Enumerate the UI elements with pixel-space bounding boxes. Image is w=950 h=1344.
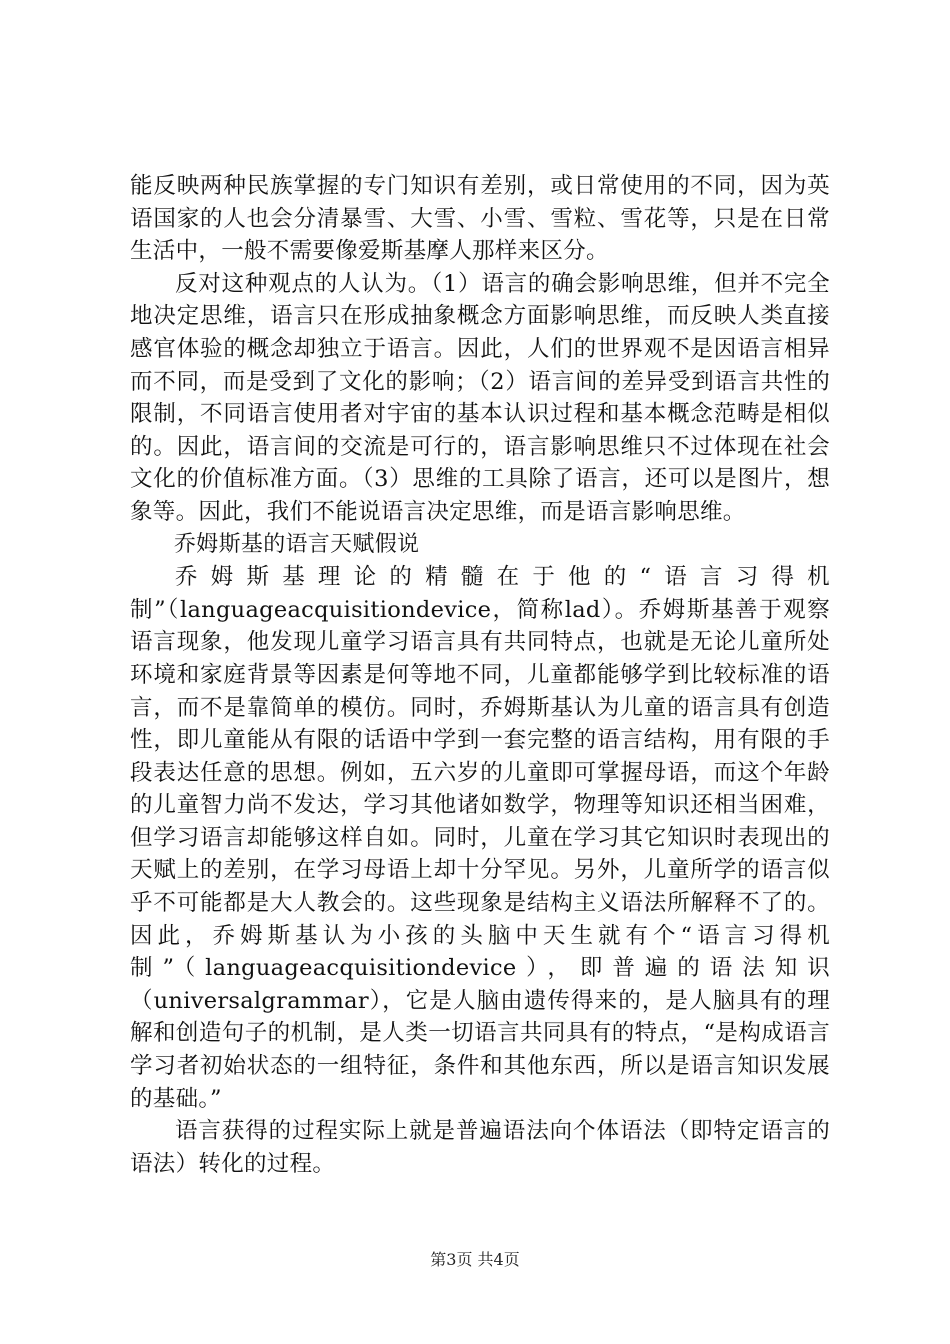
document-body xyxy=(130,170,830,1180)
paragraph-counterview: 反对这种观点的人认为。（1）语言的确会影响思维，但并不完全地决定思维，语言只在形成抽象概念方面影响思维，而反映人类直接感官体验的概念却独立于语言。因此，人们的世界观不是因语言相异而不同，而是受到了文化的影响；（2）语言间的差异受到语言共性的限制，不同语言使用者对宇宙的基本认识过程和基本概念范畴是相似的。因此，语言间的交流是可行的，语言影响思维只不过体现在社会文化的价值标准方面。（3）思维的工具除了语言，还可以是图片，想象等。因此，我们不能说语言决定思维，而是语言影响思维。 xyxy=(130,270,830,525)
paragraph-continuation: 能反映两种民族掌握的专门知识有差别，或日常使用的不同，因为英语国家的人也会分清暴雪、大雪、小雪、雪粒、雪花等，只是在日常生活中，一般不需要像爱斯基摩人那样来区分。 xyxy=(130,173,830,265)
section-heading: 乔姆斯基的语言天赋假说 xyxy=(174,531,420,557)
paragraph-acquisition-process: 语言获得的过程实际上就是普遍语法向个体语法（即特定语言的语法）转化的过程。 xyxy=(130,1118,830,1177)
paragraph-chomsky-theory: 乔姆斯基理论的精髓在于他的“语言习得机制”（languageacquisitiondevice，简称lad）。乔姆斯基善于观察语言现象，他发现儿童学习语言具有共同特点，也就是无论儿童所处环境和家庭背景等因素是何等地不同，儿童都能够学到比较标准的语言，而不是靠简单的模仿。同时，乔姆斯基认为儿童的语言具有创造性，即儿童能从有限的话语中学到一套完整的语言结构，用有限的手段表达任意的思想。例如，五六岁的儿童即可掌握母语，而这个年龄的儿童智力尚不发达，学习其他诸如数学，物理等知识还相当困难，但学习语言却能够这样自如。同时，儿童在学习其它知识时表现出的天赋上的差别，在学习母语上却十分罕见。另外，儿童所学的语言似乎不可能都是大人教会的。这些现象是结构主义语法所解释不了的。因此，乔姆斯基认为小孩的头脑中天生就有个“语言习得机制”（languageacquisitiondevice），即普遍的语法知识（universalgrammar），它是人脑由遗传得来的，是人脑具有的理解和创造句子的机制，是人类一切语言共同具有的特点，“是构成语言学习者初始状态的一组特征，条件和其他东西，所以是语言知识发展的基础。” xyxy=(130,564,830,1112)
page-number-label: 第3页 共4页 xyxy=(430,1250,520,1269)
page-footer xyxy=(0,1247,950,1270)
